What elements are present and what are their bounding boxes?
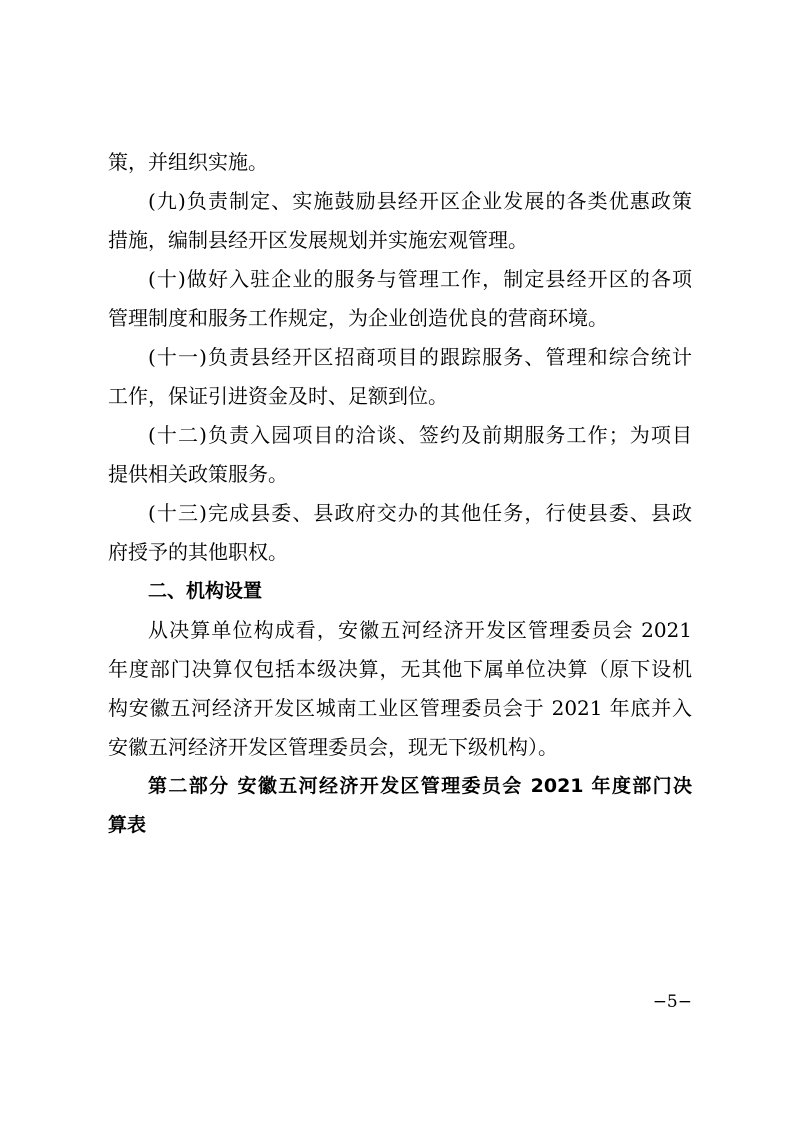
duty-item-10-line-2: 管理制度和服务工作规定，为企业创造优良的营商环境。 — [108, 306, 608, 330]
duty-item-13-line-2: 府授予的其他职权。 — [108, 540, 288, 564]
body-text-line: 策，并组织实施。 — [108, 150, 268, 174]
duty-item-11-line-1: (十一)负责县经开区招商项目的跟踪服务、管理和综合统计 — [148, 345, 692, 369]
organization-paragraph-line-3: 构安徽五河经济开发区城南工业区管理委员会于 2021 年底并入 — [108, 696, 692, 720]
organization-paragraph-line-1: 从决算单位构成看，安徽五河经济开发区管理委员会 2021 — [148, 618, 692, 642]
page-number: −5− — [652, 992, 692, 1012]
duty-item-11-line-2: 工作，保证引进资金及时、足额到位。 — [108, 384, 448, 408]
duty-item-9-line-2: 措施，编制县经开区发展规划并实施宏观管理。 — [108, 228, 528, 252]
duty-item-12-line-2: 提供相关政策服务。 — [108, 462, 288, 486]
organization-paragraph-line-2: 年度部门决算仅包括本级决算，无其他下属单位决算（原下设机 — [108, 657, 692, 681]
organization-paragraph-line-4: 安徽五河经济开发区管理委员会，现无下级机构）。 — [108, 735, 558, 759]
duty-item-13-line-1: (十三)完成县委、县政府交办的其他任务，行使县委、县政 — [148, 501, 692, 525]
duty-item-9-line-1: (九)负责制定、实施鼓励县经开区企业发展的各类优惠政策 — [148, 189, 692, 213]
part-two-heading-line-1: 第二部分 安徽五河经济开发区管理委员会 2021 年度部门决 — [148, 775, 692, 797]
duty-item-10-line-1: (十)做好入驻企业的服务与管理工作，制定县经开区的各项 — [148, 267, 692, 291]
duty-item-12-line-1: (十二)负责入园项目的洽谈、签约及前期服务工作；为项目 — [148, 423, 692, 447]
section-heading-organization: 二、机构设置 — [148, 580, 263, 602]
part-two-heading-line-2: 算表 — [108, 814, 147, 836]
